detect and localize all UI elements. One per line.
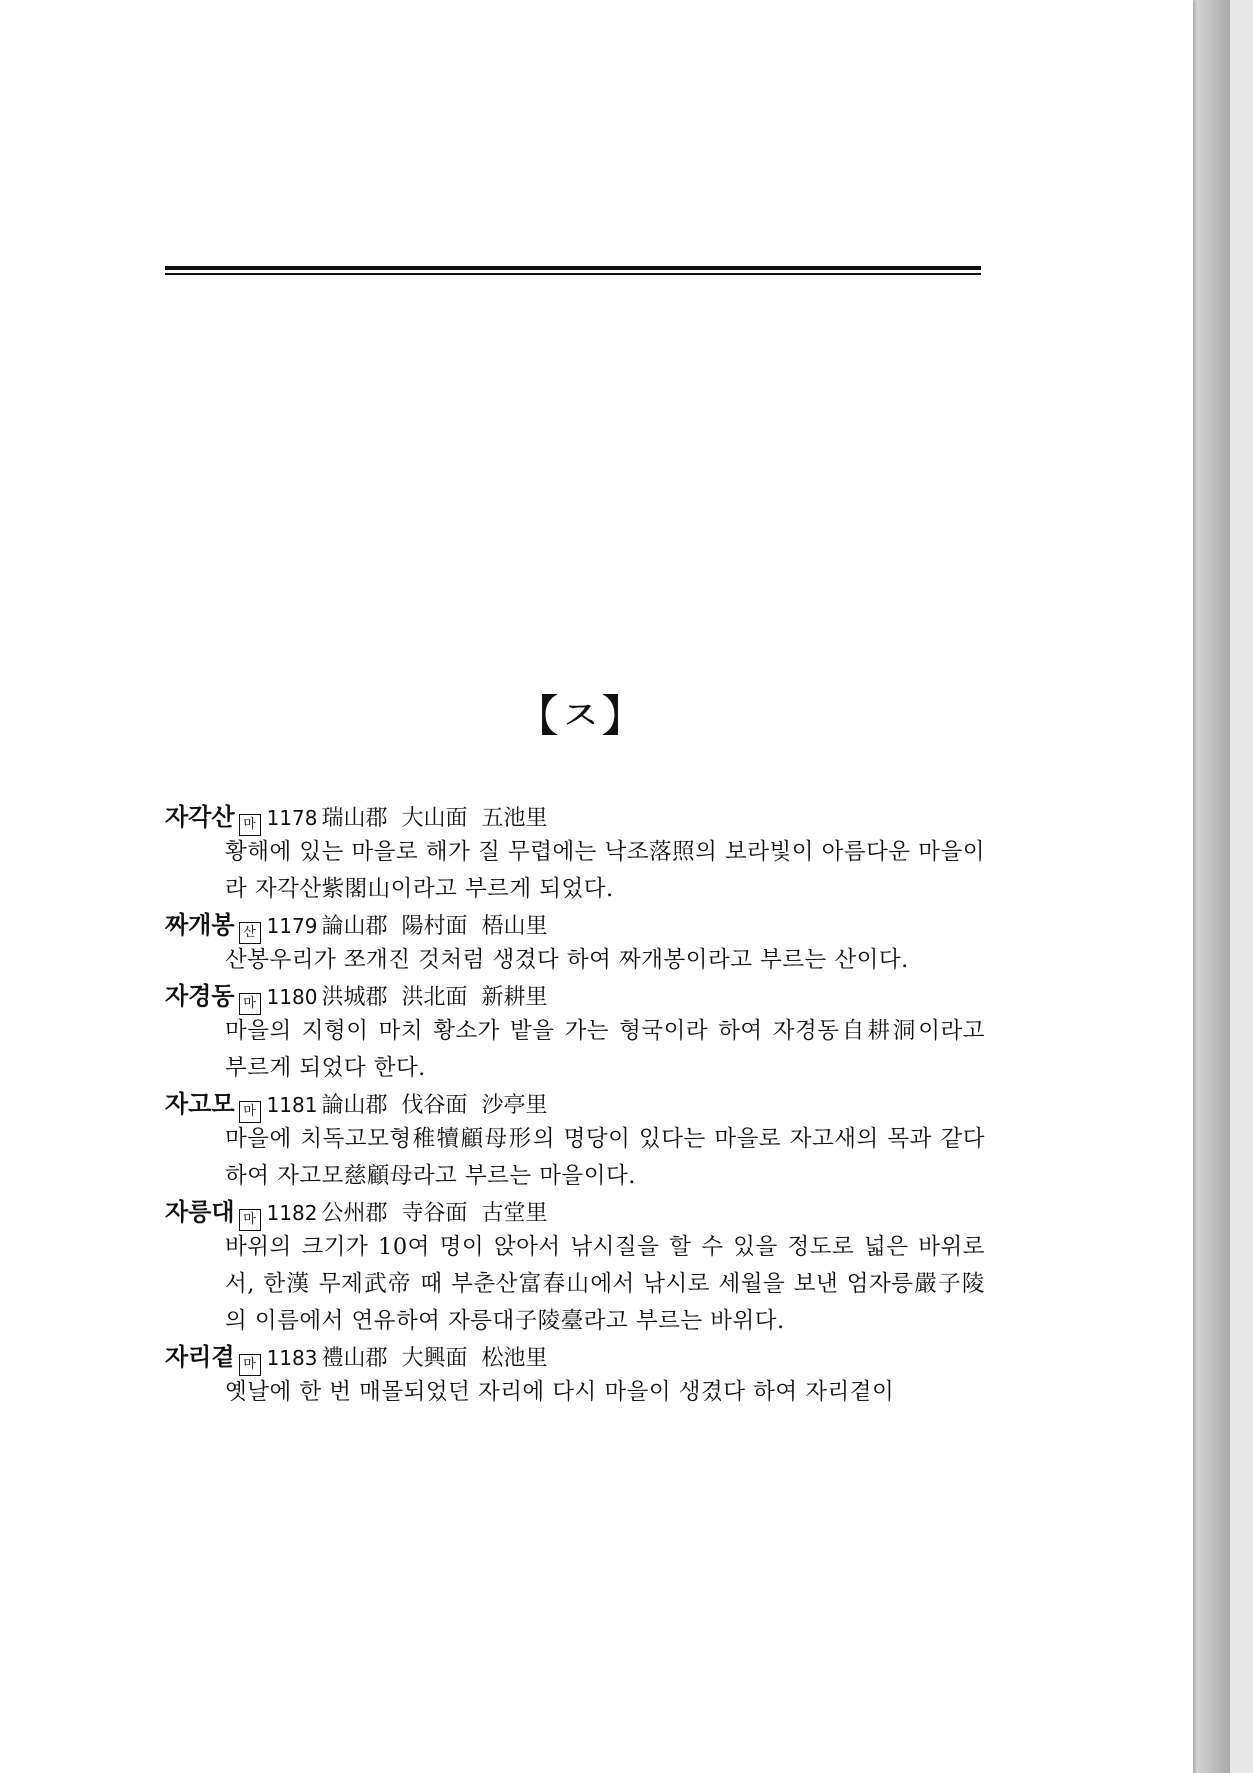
category-badge: 마	[239, 1354, 261, 1376]
entry-township: 大興面	[401, 1346, 468, 1371]
entry-number: 1179	[266, 914, 318, 938]
entry-header	[165, 800, 985, 834]
entry-header	[165, 908, 985, 942]
entry-village: 五池里	[481, 806, 548, 831]
entry-number: 1183	[266, 1346, 318, 1370]
entry-list	[165, 800, 985, 1411]
entry-headword: 짜개봉	[165, 910, 235, 939]
entry-county: 公州郡	[321, 1201, 388, 1226]
entry-description: 옛날에 한 번 매몰되었던 자리에 다시 마을이 생겼다 하여 자리곁이	[225, 1379, 895, 1405]
category-badge: 산	[239, 922, 261, 944]
section-heading: 【ㅈ】	[514, 691, 646, 742]
entry-description: 마을의 지형이 마치 황소가 밭을 가는 형국이라 하여 자경동自耕洞이라고 부르게 되었다 한다.	[225, 1018, 985, 1081]
category-badge: 마	[239, 814, 261, 836]
entry-description: 산봉우리가 쪼개진 것처럼 생겼다 하여 짜개봉이라고 부르는 산이다.	[225, 947, 909, 973]
entry-header	[165, 1087, 985, 1121]
header-rule-thin	[165, 273, 981, 275]
entry-county: 論山郡	[321, 914, 388, 939]
entry-county: 禮山郡	[321, 1346, 388, 1371]
entry-number: 1180	[266, 985, 318, 1009]
entry-description: 바위의 크기가 10여 명이 앉아서 낚시질을 할 수 있을 정도로 넓은 바위로서, 한漢 무제武帝 때 부춘산富春山에서 낚시로 세월을 보낸 엄자릉嚴子陵의 이름에서 연유하여 자릉대子陵臺라고 부르는 바위다.	[225, 1234, 985, 1334]
category-badge: 마	[239, 1101, 261, 1123]
entry-header	[165, 1195, 985, 1229]
list-item	[165, 800, 985, 908]
list-item	[165, 1087, 985, 1195]
entry-county: 洪城郡	[321, 985, 388, 1010]
entry-headword: 자릉대	[165, 1197, 235, 1226]
list-item	[165, 908, 985, 979]
entry-headword: 자경동	[165, 981, 235, 1010]
entry-headword: 자리곁	[165, 1342, 235, 1371]
header-rule-thick	[165, 266, 981, 270]
category-badge: 마	[239, 1209, 261, 1231]
entry-number: 1181	[266, 1093, 318, 1117]
entry-description: 황해에 있는 마을로 해가 질 무렵에는 낙조落照의 보라빛이 아름다운 마을이라 자각산紫閣山이라고 부르게 되었다.	[225, 839, 985, 902]
entry-description: 마을에 치독고모형稚犢顧母形의 명당이 있다는 마을로 자고새의 목과 같다 하여 자고모慈顧母라고 부르는 마을이다.	[225, 1126, 985, 1189]
entry-number: 1178	[266, 806, 318, 830]
entry-township: 陽村面	[401, 914, 468, 939]
entry-village: 沙亭里	[481, 1093, 548, 1118]
category-badge: 마	[239, 993, 261, 1015]
entry-village: 新耕里	[481, 985, 548, 1010]
list-item	[165, 979, 985, 1087]
entry-headword: 자각산	[165, 802, 235, 831]
entry-village: 古堂里	[481, 1201, 548, 1226]
entry-township: 大山面	[401, 806, 468, 831]
entry-township: 洪北面	[401, 985, 468, 1010]
entry-county: 論山郡	[321, 1093, 388, 1118]
entry-county: 瑞山郡	[321, 806, 388, 831]
entry-number: 1182	[266, 1201, 318, 1225]
entry-headword: 자고모	[165, 1089, 235, 1118]
entry-header	[165, 1340, 985, 1374]
entry-township: 寺谷面	[401, 1201, 468, 1226]
list-item	[165, 1340, 985, 1411]
entry-township: 伐谷面	[401, 1093, 468, 1118]
entry-village: 松池里	[481, 1346, 548, 1371]
list-item	[165, 1195, 985, 1340]
entry-village: 梧山里	[481, 914, 548, 939]
entry-header	[165, 979, 985, 1013]
